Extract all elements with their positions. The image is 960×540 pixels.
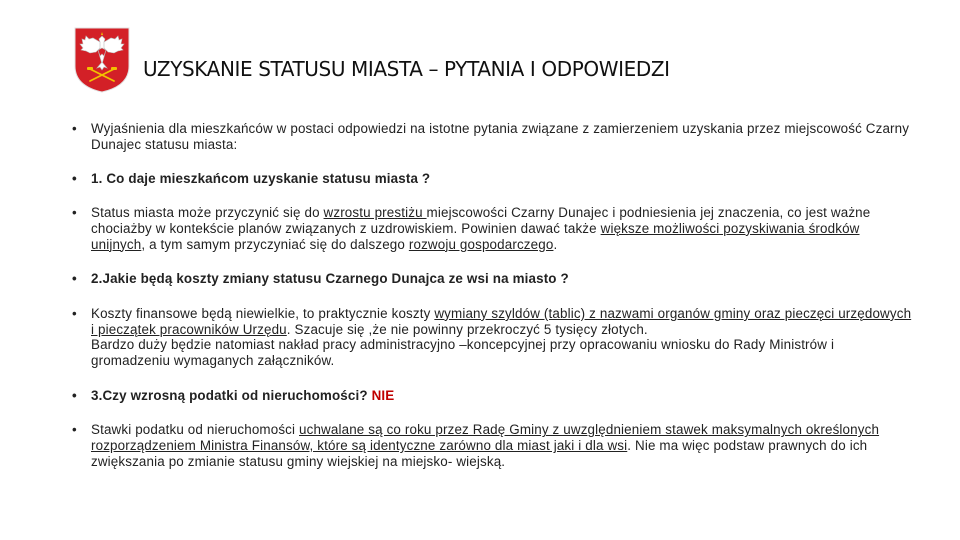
answer-1-part: , a tym samym przyczyniać się do dalszego — [141, 236, 409, 252]
answer-3-part: . Nie ma więc podstaw prawnych do ich zwiększania po zmianie statusu gminy wiejskiej na miejsko- wiejską. — [91, 438, 868, 469]
answer-1-part: . — [553, 236, 558, 252]
question-2 — [72, 271, 912, 287]
intro-bullet — [72, 121, 912, 152]
answer-1-underline-development: rozwoju gospodarczego — [408, 236, 554, 252]
answer-1-underline-prestige: wzrostu prestiżu — [323, 205, 427, 221]
answer-2 — [72, 306, 912, 369]
bullet-dot: • — [72, 271, 77, 287]
bullet-list — [72, 121, 912, 470]
answer-3 — [72, 422, 912, 469]
bullet-dot: • — [72, 422, 77, 438]
bullet-dot: • — [72, 205, 77, 221]
answer-3-underline-rates: uchwalane są co roku przez Radę Gminy z uwzględnieniem stawek maksymalnych określonych rozporządzeniem Ministra Finansów, które są identyczne zarówno dla miast jaki i dla wsi — [91, 422, 880, 454]
question-2-text: 2.Jakie będą koszty zmiany statusu Czarnego Dunajca ze wsi na miasto ? — [91, 271, 569, 287]
question-3 — [72, 388, 912, 404]
answer-1-part: miejscowości Czarny Dunajec i podniesienia jej znaczenia, co jest ważne chociażby w kontekście planów związanych z uzdrowiskiem. Powinien dawać także — [91, 205, 871, 236]
answer-1-part: Status miasta może przyczynić się do — [91, 205, 324, 221]
question-1 — [72, 171, 912, 187]
answer-1-underline-funds: większe możliwości pozyskiwania środków unijnych — [91, 220, 860, 252]
answer-2-line2: Bardzo duży będzie natomiast nakład pracy administracyjno –koncepcyjnej przy opracowaniu wniosku do Rady Ministrów i gromadzeniu wymaganych załączników. — [91, 337, 835, 369]
bullet-dot: • — [72, 305, 77, 321]
intro-text: Wyjaśnienia dla mieszkańców w postaci odpowiedzi na istotne pytania związane z zamierzeniem uzyskania przez miejscowość Czarny Dunajec statusu miasta: — [91, 121, 910, 152]
answer-2-part: . Szacuje się ,że nie powinny przekroczyć 5 tysięcy złotych. — [286, 321, 648, 337]
eagle-crest-icon — [73, 26, 131, 94]
question-3-answer: NIE — [371, 387, 395, 403]
page-title: UZYSKANIE STATUSU MIASTA – PYTANIA I ODPOWIEDZI — [143, 57, 670, 81]
bullet-dot: • — [72, 171, 77, 187]
bullet-dot: • — [72, 387, 77, 403]
answer-3-part: Stawki podatku od nieruchomości — [91, 422, 300, 438]
answer-2-underline-costs: wymiany szyldów (tablic) z nazwami organów gminy oraz pieczęci urzędowych i pieczątek pracowników Urzędu — [91, 305, 912, 337]
answer-1 — [72, 205, 912, 252]
question-1-text: 1. Co daje mieszkańcom uzyskanie statusu miasta ? — [91, 171, 431, 187]
answer-2-part: Koszty finansowe będą niewielkie, to praktycznie koszty — [91, 305, 435, 321]
bullet-dot: • — [72, 121, 77, 136]
question-3-text: 3.Czy wzrosną podatki od nieruchomości? — [91, 387, 372, 403]
